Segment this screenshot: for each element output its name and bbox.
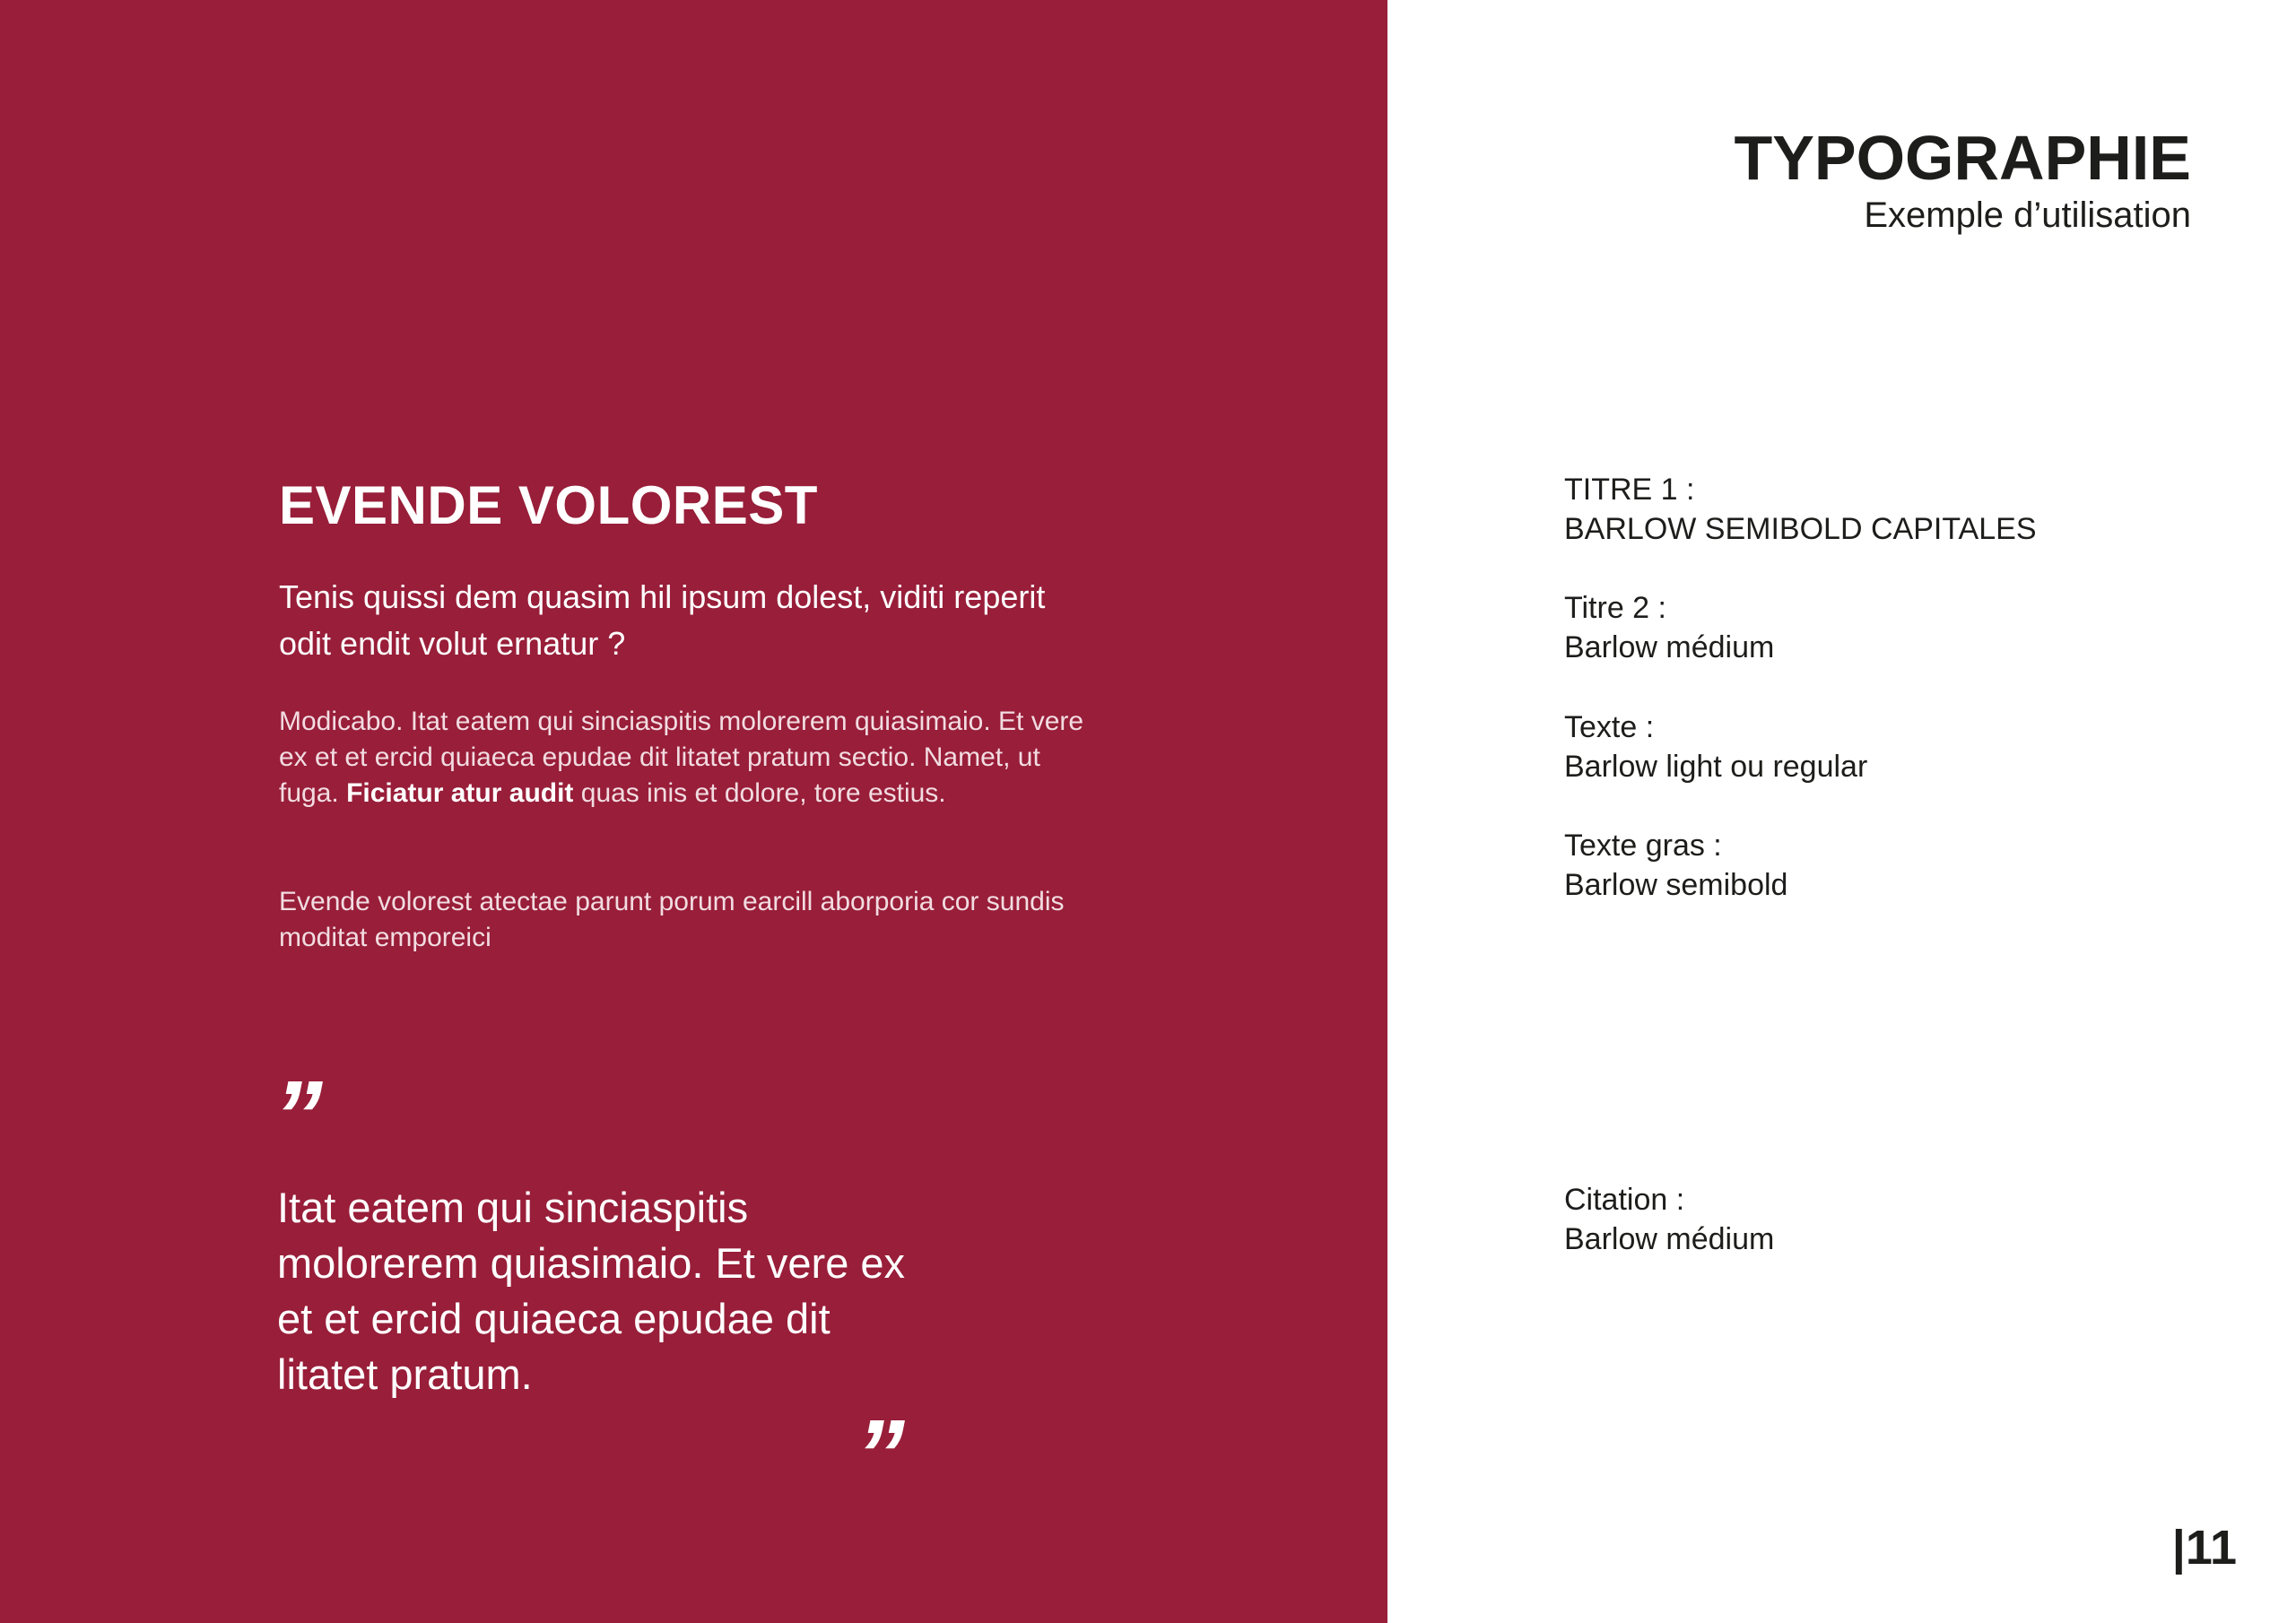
page-title: TYPOGRAPHIE [1734, 123, 2191, 193]
paragraph-text-end: quas inis et dolore, tore estius. [573, 778, 946, 808]
spec-label: Citation : [1564, 1183, 1685, 1217]
paragraph-bold-text: Ficiatur atur audit [346, 778, 574, 808]
sample-paragraph-1 [279, 704, 1104, 812]
spec-label: TITRE 1 : [1564, 473, 1695, 507]
spec-value: BARLOW SEMIBOLD CAPITALES [1564, 512, 2037, 546]
close-quote-icon: ” [856, 1400, 905, 1510]
spec-quote [1564, 1180, 1774, 1259]
spec-value: Barlow médium [1564, 630, 1775, 664]
spec-value: Barlow médium [1564, 1222, 1775, 1256]
page-subtitle: Exemple d’utilisation [1864, 195, 2191, 235]
spec-text [1564, 707, 1867, 786]
spec-label: Texte gras : [1564, 829, 1722, 863]
spec-bold-text [1564, 826, 1787, 905]
spec-value: Barlow semibold [1564, 868, 1788, 902]
sample-quote: Itat eatem qui sinciaspitis molorerem quiasimaio. Et vere ex et et ercid quiaeca epudae dit litatet pratum. [277, 1184, 906, 1398]
spec-value: Barlow light ou regular [1564, 750, 1868, 784]
open-quote-icon: ” [274, 1061, 323, 1171]
sample-paragraph-2: Evende volorest atectae parunt porum earcill aborporia cor sundis moditat emporeici [279, 887, 1065, 952]
spec-title-1 [1564, 470, 2037, 549]
page-number: |11 [2171, 1521, 2237, 1575]
spec-label: Titre 2 : [1564, 591, 1666, 625]
spec-label: Texte : [1564, 710, 1655, 744]
sample-title-1: EVENDE VOLOREST [279, 475, 818, 535]
sample-title-2: Tenis quissi dem quasim hil ipsum dolest, viditi reperit odit endit volut ernatur ? [279, 578, 1046, 662]
spec-title-2 [1564, 588, 1774, 667]
paragraph-text: Modicabo. Itat eatem qui sinciaspitis molorerem quiasimaio. Et vere ex et et ercid quiaeca epudae dit litatet pratum sectio. Namet, ut fuga. [279, 707, 1084, 808]
